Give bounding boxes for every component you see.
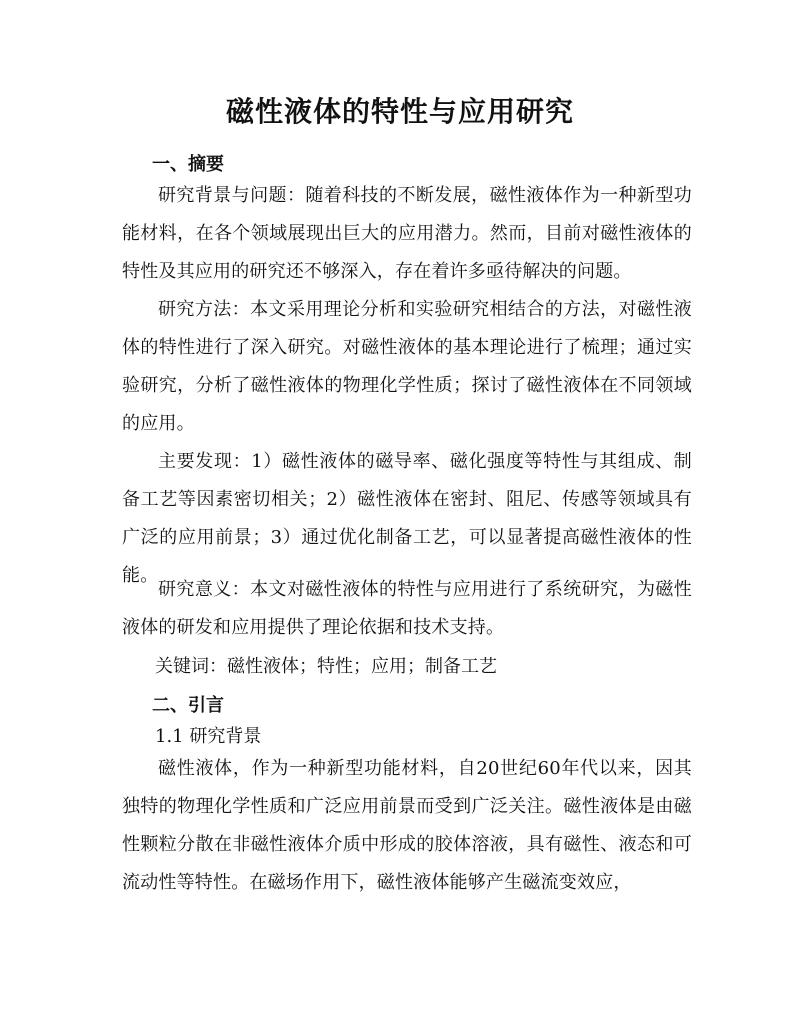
section-heading-introduction: 二、引言 xyxy=(152,695,224,716)
subsection-heading-background: 1.1 研究背景 xyxy=(155,726,262,747)
abstract-paragraph-significance: 研究意义：本文对磁性液体的特性与应用进行了系统研究，为磁性液体的研发和应用提供了理论依据和技术支持。 xyxy=(122,579,692,638)
abstract-paragraph-background: 研究背景与问题：随着科技的不断发展，磁性液体作为一种新型功能材料，在各个领域展现出巨大的应用潜力。然而，目前对磁性液体的特性及其应用的研究还不够深入，存在着许多亟待解决的问题。 xyxy=(122,185,692,282)
abstract-paragraph-method: 研究方法：本文采用理论分析和实验研究相结合的方法，对磁性液体的特性进行了深入研究。对磁性液体的基本理论进行了梳理；通过实验研究，分析了磁性液体的物理化学性质；探讨了磁性液体在不同领域的应用。 xyxy=(122,299,692,434)
document-title: 磁性液体的特性与应用研究 xyxy=(225,95,574,128)
introduction-paragraph: 磁性液体，作为一种新型功能材料，自20世纪60年代以来，因其独特的物理化学性质和广泛应用前景而受到广泛关注。磁性液体是由磁性颗粒分散在非磁性液体介质中形成的胶体溶液，具有磁性、液态和可流动性等特性。在磁场作用下，磁性液体能够产生磁流变效应， xyxy=(122,758,692,893)
keywords-line: 关键词：磁性液体；特性；应用；制备工艺 xyxy=(155,656,497,677)
abstract-paragraph-findings: 主要发现：1）磁性液体的磁导率、磁化强度等特性与其组成、制备工艺等因素密切相关；2）磁性液体在密封、阻尼、传感等领域具有广泛的应用前景；3）通过优化制备工艺，可以显著提高磁性液体的性能。 xyxy=(122,451,692,586)
section-heading-abstract: 一、摘要 xyxy=(152,154,224,175)
